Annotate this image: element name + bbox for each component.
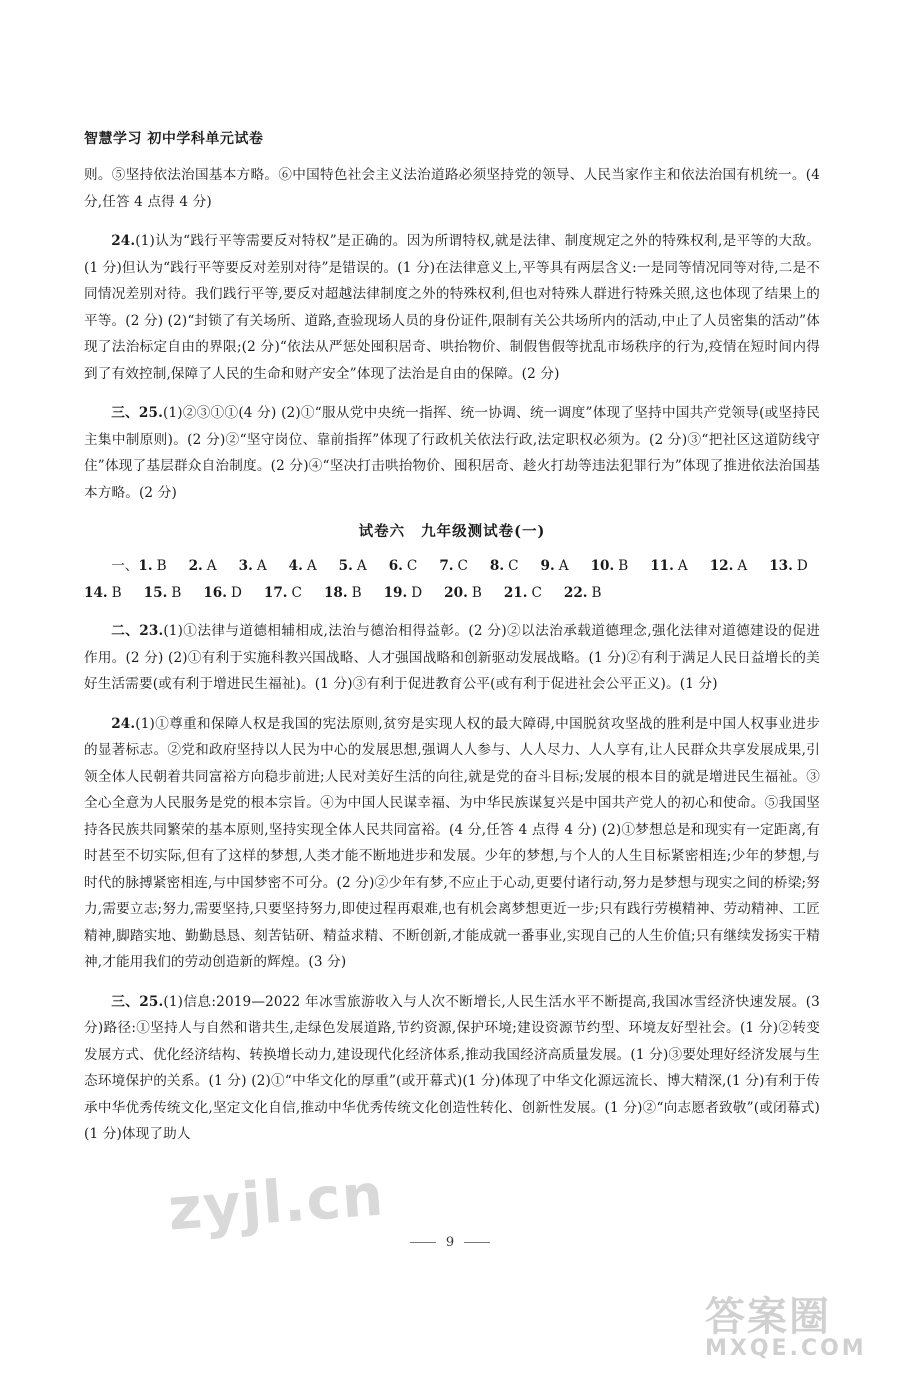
answer-letter: A — [356, 558, 367, 574]
watermark-left: zyjl.cn — [165, 1160, 387, 1244]
answer-item — [564, 580, 602, 607]
answer-item — [541, 553, 569, 580]
paragraph-text: (1)②③①①(4 分) (2)①“服从党中央统一指挥、统一协调、统一调度”体现了坚持中国共产党领导(或坚持民主集中制原则)。(2 分)②“坚守岗位、靠前指挥”体现了行政机关依法行政,法定职权必须为。(2 分)③“把社区这道防线守住”体现了基层群众自治制度。(2 分)④“坚决打击哄抬物价、囤积居奇、趁火打劫等违法犯罪行为”体现了推进依法治国基本方略。(2 分) — [84, 405, 821, 501]
page-header: 智慧学习 初中学科单元试卷 — [84, 131, 264, 147]
page-number-value: 9 — [445, 1235, 455, 1250]
paragraph-text: (1)①法律与道德相辅相成,法治与德治相得益彰。(2 分)②以法治承载道德理念,强化法律对道德建设的促进作用。(2 分) (2)①有利于实施科教兴国战略、人才强国战略和创新驱动发展战略。(1 分)②有利于满足人民日益增长的美好生活需要(或有利于增进民生福祉)。(1 分)③有利于促进教育公平(或有利于促进社会公平正义)。(1 分) — [84, 623, 820, 692]
answer-letter: A — [677, 558, 688, 574]
answer-item — [504, 580, 542, 607]
paragraph-q25b — [84, 989, 820, 1148]
answer-item — [591, 553, 629, 580]
answer-letter: B — [591, 584, 602, 601]
answer-letter: B — [156, 558, 167, 574]
answer-number: 20. — [444, 584, 468, 601]
answer-number: 5. — [338, 558, 353, 574]
watermark-right-small: MXQE.COM — [705, 1336, 867, 1361]
question-number: 24. — [111, 715, 136, 732]
answer-number: 17. — [263, 584, 288, 601]
answer-item — [324, 580, 362, 607]
paragraph-q23 — [84, 618, 820, 698]
watermark-right — [705, 1285, 890, 1365]
answer-item — [769, 553, 808, 580]
answer-letter: B — [171, 584, 182, 601]
answer-number: 1. — [138, 558, 153, 574]
answer-letter: A — [306, 558, 317, 574]
answer-row — [84, 553, 820, 580]
section-title-left: 试卷六 — [358, 523, 406, 540]
section-title — [84, 520, 820, 541]
answer-number: 13. — [769, 558, 793, 574]
answer-item — [84, 580, 122, 607]
answer-letter: D — [230, 584, 242, 601]
paragraph-continuation — [84, 162, 820, 215]
answer-letter: D — [796, 558, 808, 574]
answer-number: 19. — [383, 584, 408, 601]
answer-number: 21. — [503, 584, 528, 601]
paragraph-q25 — [84, 400, 820, 506]
answer-letter: B — [471, 584, 482, 601]
answer-item — [710, 553, 747, 580]
answer-number: 6. — [388, 558, 403, 574]
choice-answers — [84, 553, 820, 606]
paragraph-q24b — [84, 711, 820, 976]
answer-number: 11. — [650, 558, 674, 574]
watermark-right-big: 答案圈 — [705, 1294, 831, 1340]
answer-letter: C — [406, 558, 418, 574]
answer-item — [384, 580, 423, 607]
page-number — [0, 1235, 900, 1250]
answer-number: 12. — [709, 558, 734, 574]
answer-letter: B — [618, 558, 629, 574]
question-number: 二、23. — [111, 623, 164, 639]
answer-letter: D — [411, 584, 423, 601]
answer-number: 3. — [238, 558, 253, 574]
answer-item — [439, 553, 468, 580]
answer-number: 15. — [143, 584, 168, 601]
question-number: 24. — [111, 233, 136, 249]
document-page — [84, 128, 820, 1161]
answer-letter: C — [457, 558, 468, 574]
answer-number: 8. — [489, 558, 505, 574]
answer-item — [650, 553, 687, 580]
section-title-right: 九年级测试卷(一) — [421, 523, 546, 540]
answer-item — [144, 580, 182, 607]
answer-letter: A — [737, 558, 748, 574]
answer-number: 14. — [84, 584, 108, 601]
answer-number: 16. — [203, 584, 227, 601]
answer-letter: A — [256, 558, 267, 574]
answer-number: 4. — [288, 558, 303, 574]
answer-number: 9. — [540, 558, 555, 574]
answer-letter: A — [558, 558, 569, 574]
answer-number: 18. — [323, 584, 348, 601]
answer-number: 2. — [188, 558, 203, 574]
paragraph-q24 — [84, 228, 820, 387]
answer-item — [239, 553, 267, 580]
answer-letter: B — [111, 584, 122, 601]
answer-letter: C — [291, 584, 302, 601]
answer-item — [389, 553, 418, 580]
question-number: 三、25. — [111, 405, 164, 421]
answer-number: 10. — [590, 558, 615, 574]
answer-item — [444, 580, 482, 607]
answer-item — [189, 553, 217, 580]
answer-row — [84, 580, 820, 607]
answer-number: 22. — [563, 584, 588, 601]
answer-letter: C — [508, 558, 519, 574]
answer-item — [264, 580, 302, 607]
paragraph-text: (1)信息:2019—2022 年冰雪旅游收入与人次不断增长,人民生活水平不断提高,我国冰雪经济快速发展。(3 分)路径:①坚持人与自然和谐共生,走绿色发展道路,节约资源,保护环境;建设资源节约型、环境友好型社会。(1 分)②转变发展方式、优化经济结构、转换增长动力,建设现代化经济体系,推动我国经济高质量发展。(1 分)③要处理好经济发展与生态环境保护的关系。(1 分) (2)①“中华文化的厚重”(或开幕式)(1 分)体现了中华文化源远流长、博大精深,(1 分)有利于传承中华优秀传统文化,坚定文化自信,推动中华优秀传统文化创造性转化、创新性发展。(1 分)②“向志愿者致敬”(或闭幕式)(1 分)体现了助人 — [84, 993, 820, 1142]
question-number: 三、25. — [111, 993, 164, 1010]
answer-letter: A — [206, 558, 217, 574]
answer-letter: B — [351, 584, 362, 601]
answer-item — [138, 553, 166, 580]
answer-prefix: 一、 — [111, 558, 139, 574]
answer-number: 7. — [439, 558, 454, 574]
paragraph-text: 则。⑤坚持依法治国基本方略。⑥中国特色社会主义法治道路必须坚持党的领导、人民当家作主和依法治国有机统一。(4 分,任答 4 点得 4 分) — [84, 167, 820, 210]
paragraph-text: (1)①尊重和保障人权是我国的宪法原则,贫穷是实现人权的最大障碍,中国脱贫攻坚战的胜利是中国人权事业进步的显著标志。②党和政府坚持以人民为中心的发展思想,强调人人参与、人人尽力、人人享有,让人民群众共享发展成果,引领全体人民朝着共同富裕方向稳步前进;人民对美好生活的向往,就是党的奋斗目标;发展的根本目的就是增进民生福祉。③全心全意为人民服务是党的根本宗旨。④为中国人民谋幸福、为中华民族谋复兴是中国共产党人的初心和使命。⑤我国坚持各民族共同繁荣的基本原则,坚持实现全体人民共同富裕。(4 分,任答 4 点得 4 分) (2)①梦想总是和现实有一定距离,有时甚至不切实际,但有了这样的梦想,人类才能不断地进步和发展。少年的梦想,与个人的人生目标紧密相连;少年的梦想,与时代的脉搏紧密相连,与中国梦密不可分。(2 分)②少年有梦,不应止于心动,更要付诸行动,努力是梦想与现实之间的桥梁;努力,需要立志;努力,需要坚持,只要坚持努力,即使过程再艰难,也有机会离梦想更近一步;只有践行劳模精神、劳动精神、工匠精神,脚踏实地、勤勤恳恳、刻苦钻研、精益求精、不断创新,才能成就一番事业,实现自己的人生价值;只有继续发扬实干精神,才能用我们的劳动创造新的辉煌。(3 分) — [84, 715, 820, 970]
answer-item — [203, 580, 242, 607]
answer-letter: C — [531, 584, 542, 601]
paragraph-text: (1)认为“践行平等需要反对特权”是正确的。因为所谓特权,就是法律、制度规定之外的特殊权利,是平等的大敌。(1 分)但认为“践行平等要反对差别对待”是错误的。(1 分)在法律意义上,平等具有两层含义:一是同等情况同等对待,二是不同情况差别对待。我们践行平等,要反对超越法律制度之外的特殊权利,但也对特殊人群进行特殊关照,这也体现了结果上的平等。(2 分) (2)“封锁了有关场所、道路,查验现场人员的身份证件,限制有关公共场所内的活动,中止了人员密集的活动”体现了法治标定自由的界限;(2 分)“依法从严惩处囤积居奇、哄抬物价、制假售假等扰乱市场秩序的行为,疫情在短时间内得到了有效控制,保障了人民的生命和财产安全”体现了法治是自由的保障。(2 分) — [84, 233, 820, 382]
answer-item — [490, 553, 519, 580]
answer-item — [339, 553, 367, 580]
answer-item — [289, 553, 317, 580]
